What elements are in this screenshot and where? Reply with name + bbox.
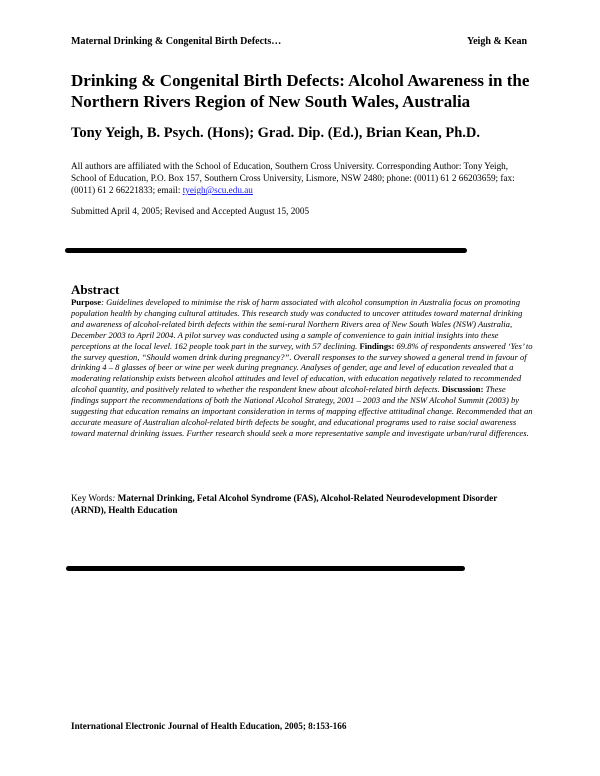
journal-citation-footer: International Electronic Journal of Health Education, 2005; 8:153-166: [71, 721, 347, 731]
keywords-text: Maternal Drinking, Fetal Alcohol Syndrome (FAS), Alcohol-Related Neurodevelopment Disorder (ARND), Health Education: [71, 493, 498, 515]
keywords: [71, 492, 531, 516]
corresponding-email-link[interactable]: tyeigh@scu.edu.au: [182, 185, 253, 195]
purpose-text: : Guidelines developed to minimise the risk of harm associated with alcohol consumption in Australia focus on promoting population health by changing cultural attitudes. This research study was conducted to uncover attitudes toward maternal drinking and awareness of alcohol-related birth defects within the semi-rural Northern Rivers area of New South Wales (NSW) Australia, December 2003 to April 2004. A pilot survey was conducted using a sample of convenience to gain initial insights into these perceptions at the local level. 162 people took part in the survey, with 57 declining.: [71, 297, 523, 351]
running-header-title: Maternal Drinking & Congenital Birth Defects…: [71, 36, 282, 47]
keywords-label-text: Key Words: [71, 493, 113, 503]
divider-rule-top: [65, 248, 467, 253]
discussion-label: Discussion:: [441, 384, 484, 395]
purpose-label: Purpose: [71, 297, 102, 307]
affiliation-text: All authors are affiliated with the School of Education, Southern Cross University. Corresponding Author: Tony Yeigh, School of Education, P.O. Box 157, Southern Cross University, Lismore, NSW 2480; phone: (0011) 61 2 66203659; fax: (0011) 61 2 66221833; email:: [71, 161, 515, 195]
discussion-text: These findings support the recommendations of both the National Alcohol Strategy, 2001 – 2003 and the NSW Alcohol Summit (2003) by suggesting that education remains an important consideration in terms of mapping effective attitudinal change. Recommended that an accurate measure of Australian alcohol-related birth defects be sought, and educational programs used to raise social awareness toward maternal drinking issues. Further research should seek a more representative sample and investigate urban/rural differences.: [71, 384, 533, 438]
keywords-label: [71, 493, 115, 503]
running-header-authors: Yeigh & Kean: [467, 36, 527, 47]
divider-rule-bottom: [66, 566, 465, 571]
affiliation-note: [71, 160, 531, 196]
paper-title: Drinking & Congenital Birth Defects: Alcohol Awareness in the Northern Rivers Region of New South Wales, Australia: [71, 71, 530, 111]
abstract-heading: Abstract: [71, 282, 120, 297]
submission-dates: Submitted April 4, 2005; Revised and Accepted August 15, 2005: [71, 206, 310, 216]
keywords-colon: :: [112, 493, 116, 503]
findings-text: 69.8% of respondents answered ‘Yes’ to the survey question, “Should women drink during pregnancy?”. Overall responses to the survey showed a general trend in favour of drinking 4 – 8 glasses of beer or wine per week during pregnancy. Analyses of gender, age and level of education revealed that a moderating relationship exists between alcohol attitudes and level of education, with education negatively related to recommended alcohol quantity, and positively related to whether the respondent knew about alcohol-related birth defects.: [71, 340, 533, 395]
abstract-body: [71, 297, 533, 439]
author-line: Tony Yeigh, B. Psych. (Hons); Grad. Dip. (Ed.), Brian Kean, Ph.D.: [71, 125, 481, 141]
findings-label: Findings:: [359, 340, 395, 351]
